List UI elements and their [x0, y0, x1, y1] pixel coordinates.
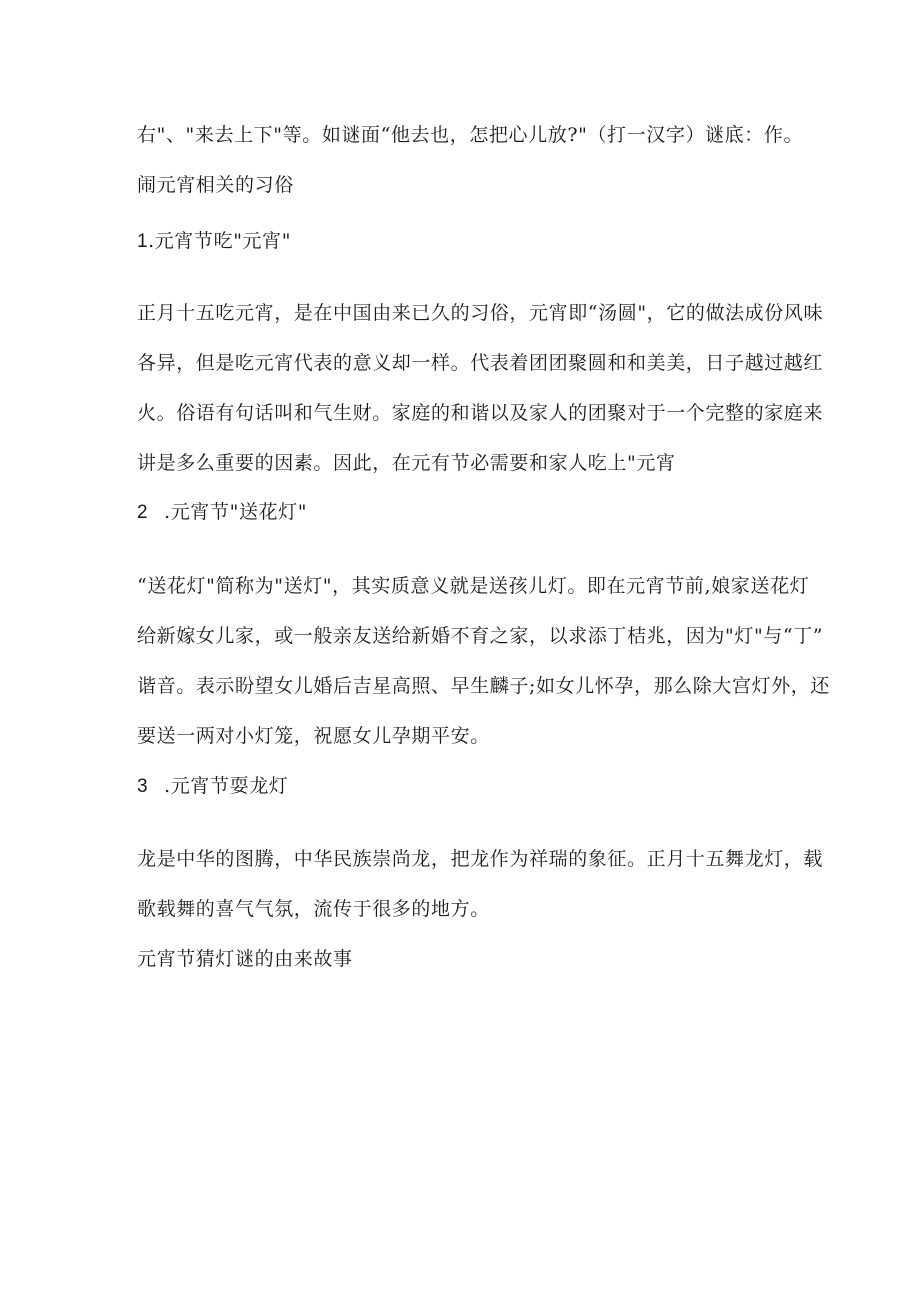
item-1-number: 1	[137, 231, 149, 252]
item-3-number: 3	[137, 776, 149, 797]
section-title: 闹元宵相关的习俗	[137, 174, 294, 196]
item-2-line-4: 要送一两对小灯笼，祝愿女儿孕期平安。	[137, 725, 490, 747]
item-1-line-3: 火。俗语有句话叫和气生财。家庭的和谐以及家人的团聚对于一个完整的家庭来	[137, 402, 824, 424]
closing-heading: 元宵节猜灯谜的由来故事	[137, 948, 353, 970]
item-3-line-2: 歌载舞的喜气气氛，流传于很多的地方。	[137, 898, 490, 920]
item-1-heading	[137, 227, 291, 256]
item-3-heading	[137, 772, 288, 801]
item-2-line-1: “送花灯"简称为"送灯"，其实质意义就是送孩儿灯。即在元宵节前,娘家送花灯	[137, 575, 810, 597]
item-2-line-3: 谐音。表示盼望女儿婚后吉星高照、早生麟子;如女儿怀孕，那么除大宫灯外，还	[137, 675, 831, 697]
item-3-line-1: 龙是中华的图腾，中华民族崇尚龙，把龙作为祥瑞的象征。正月十五舞龙灯，载	[137, 848, 824, 870]
item-2-number: 2	[137, 502, 149, 523]
item-1-title: .元宵节吃"元宵"	[148, 230, 292, 252]
item-1-line-2: 各异，但是吃元宵代表的意义却一样。代表着团团聚圆和和美美，日子越过越红	[137, 352, 824, 374]
item-1-line-4: 讲是多么重要的因素。因此，在元有节必需要和家人吃上"元宵	[137, 452, 676, 474]
item-2-title: .元宵节"送花灯"	[164, 501, 308, 523]
item-2-heading	[137, 498, 307, 527]
intro-line: 右"、"来去上下"等。如谜面“他去也，怎把心儿放?"（打一汉字）谜底：作。	[137, 124, 804, 146]
item-3-title: .元宵节耍龙灯	[164, 775, 289, 797]
item-2-line-2: 给新嫁女儿家，或一般亲友送给新婚不育之家，以求添丁桔兆，因为"灯"与“丁”	[137, 625, 824, 647]
item-1-line-1: 正月十五吃元宵，是在中国由来已久的习俗，元宵即“汤圆"，它的做法成份风味	[137, 302, 824, 324]
